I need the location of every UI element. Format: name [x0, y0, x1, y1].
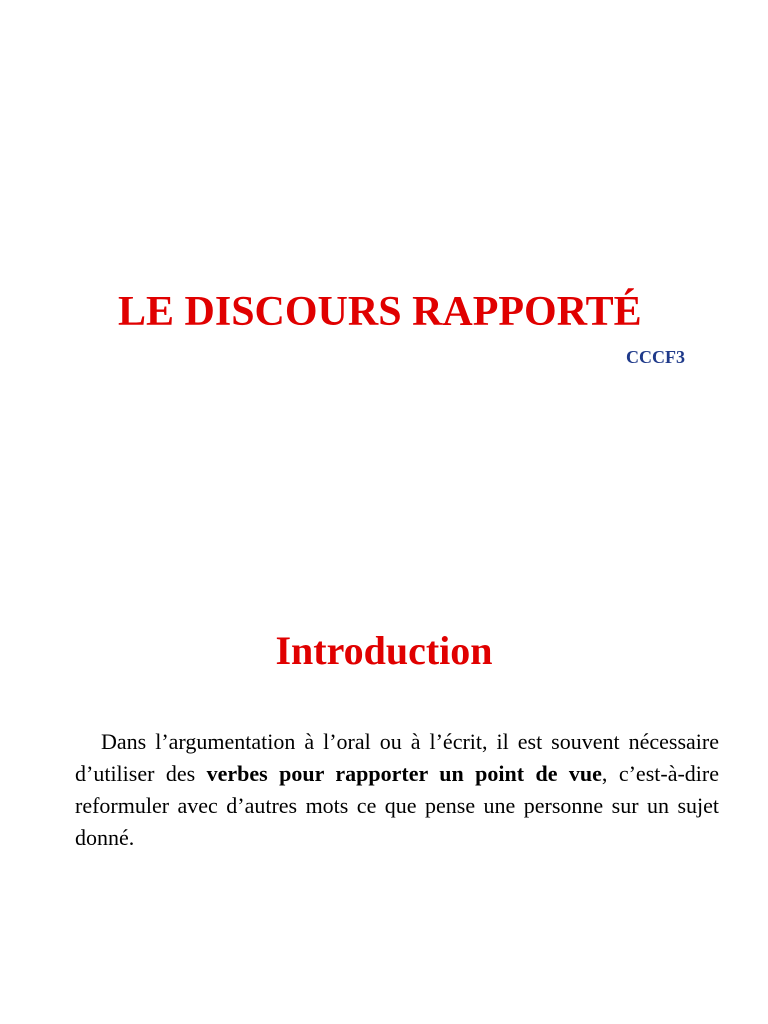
section-heading: Introduction: [275, 628, 493, 673]
intro-paragraph: [75, 726, 719, 854]
document-title: LE DISCOURS RAPPORTÉ: [118, 289, 642, 335]
intro-text-start: Dans l’argumentation à l’oral ou à l’écrit, il est souvent nécessaire d’utiliser des: [75, 729, 719, 786]
intro-text-end: , c’est-à-dire reformuler avec d’autres mots ce que pense une personne sur un sujet donné.: [75, 761, 719, 850]
intro-text-bold: verbes pour rapporter un point de vue: [206, 761, 602, 786]
document-code: CCCF3: [626, 347, 685, 367]
